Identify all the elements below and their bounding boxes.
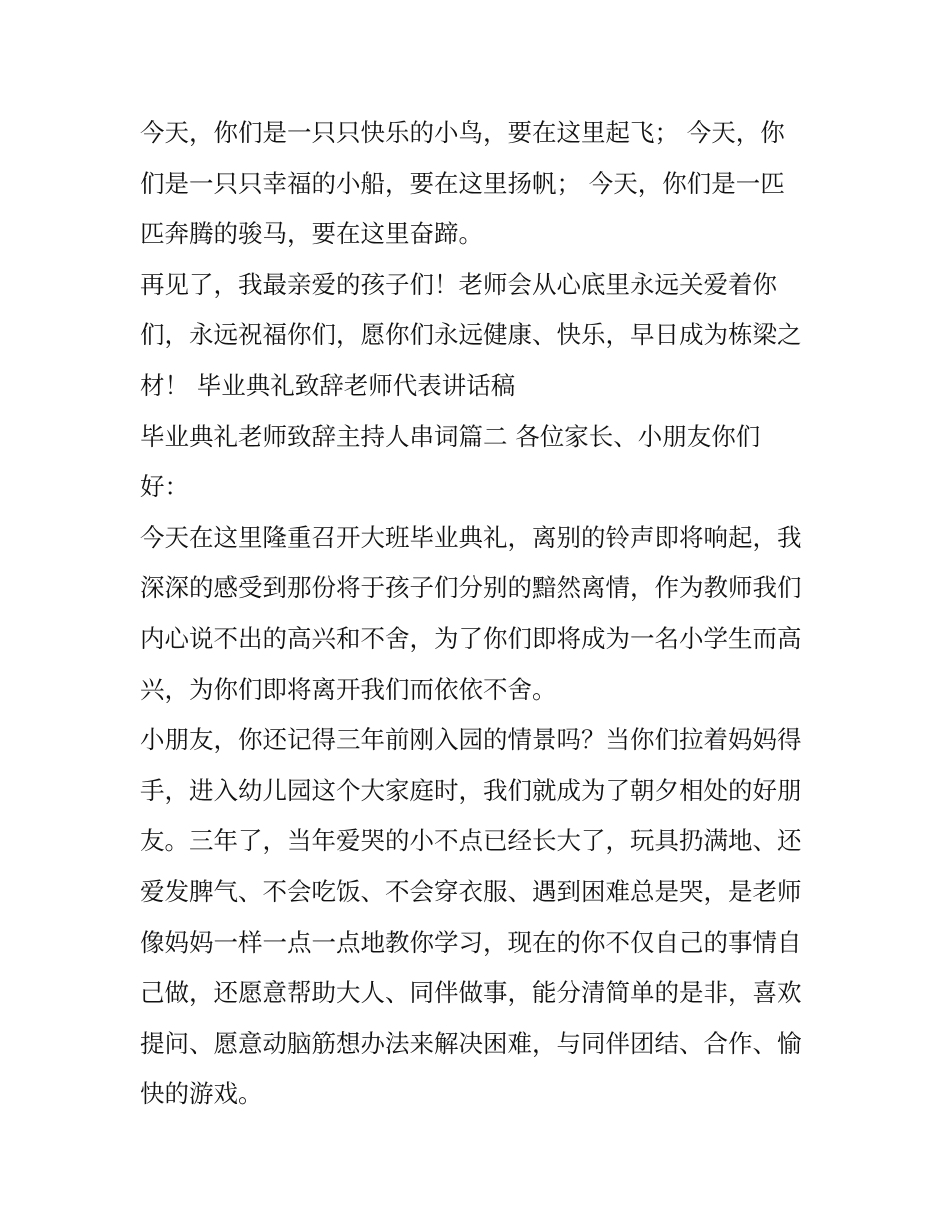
text-line: 匹奔腾的骏马，要在这里奋蹄。 [140,219,483,249]
text-line: 小朋友，你还记得三年前刚入园的情景吗？当你们拉着妈妈得 [140,725,802,755]
text-line: 们，永远祝福你们，愿你们永远健康、快乐，早日成为栋梁之 [140,320,802,350]
text-line: 内心说不出的高兴和不舍，为了你们即将成为一名小学生而高 [140,623,802,653]
text-line: 好： [140,472,189,502]
text-line: 爱发脾气、不会吃饭、不会穿衣服、遇到困难总是哭，是老师 [140,876,802,906]
text-line: 材！ 毕业典礼致辞老师代表讲话稿 [140,370,516,400]
text-line: 像妈妈一样一点一点地教你学习，现在的你不仅自己的事情自 [140,927,802,957]
body-text [140,108,820,1120]
text-line: 们是一只只幸福的小船，要在这里扬帆； 今天，你们是一匹 [140,168,785,198]
text-line: 提问、愿意动脑筋想办法来解决困难，与同伴团结、合作、愉 [140,1028,802,1058]
text-line: 再见了，我最亲爱的孩子们！老师会从心底里永远关爱着你 [140,269,777,299]
text-line: 快的游戏。 [140,1079,263,1109]
text-line: 毕业典礼老师致辞主持人串词篇二 各位家长、小朋友你们 [140,421,761,451]
text-line: 今天，你们是一只只快乐的小鸟，要在这里起飞； 今天，你 [140,118,785,147]
text-line: 今天在这里隆重召开大班毕业典礼，离别的铃声即将响起，我 [140,522,802,552]
text-line: 己做，还愿意帮助大人、同伴做事，能分清简单的是非，喜欢 [140,978,802,1008]
text-line: 友。三年了，当年爱哭的小不点已经长大了，玩具扔满地、还 [140,826,802,856]
text-line: 兴，为你们即将离开我们而依依不舍。 [140,674,557,704]
text-line: 手，进入幼儿园这个大家庭时，我们就成为了朝夕相处的好朋 [140,775,802,805]
text-line: 深深的感受到那份将于孩子们分别的黯然离情，作为教师我们 [140,573,802,603]
